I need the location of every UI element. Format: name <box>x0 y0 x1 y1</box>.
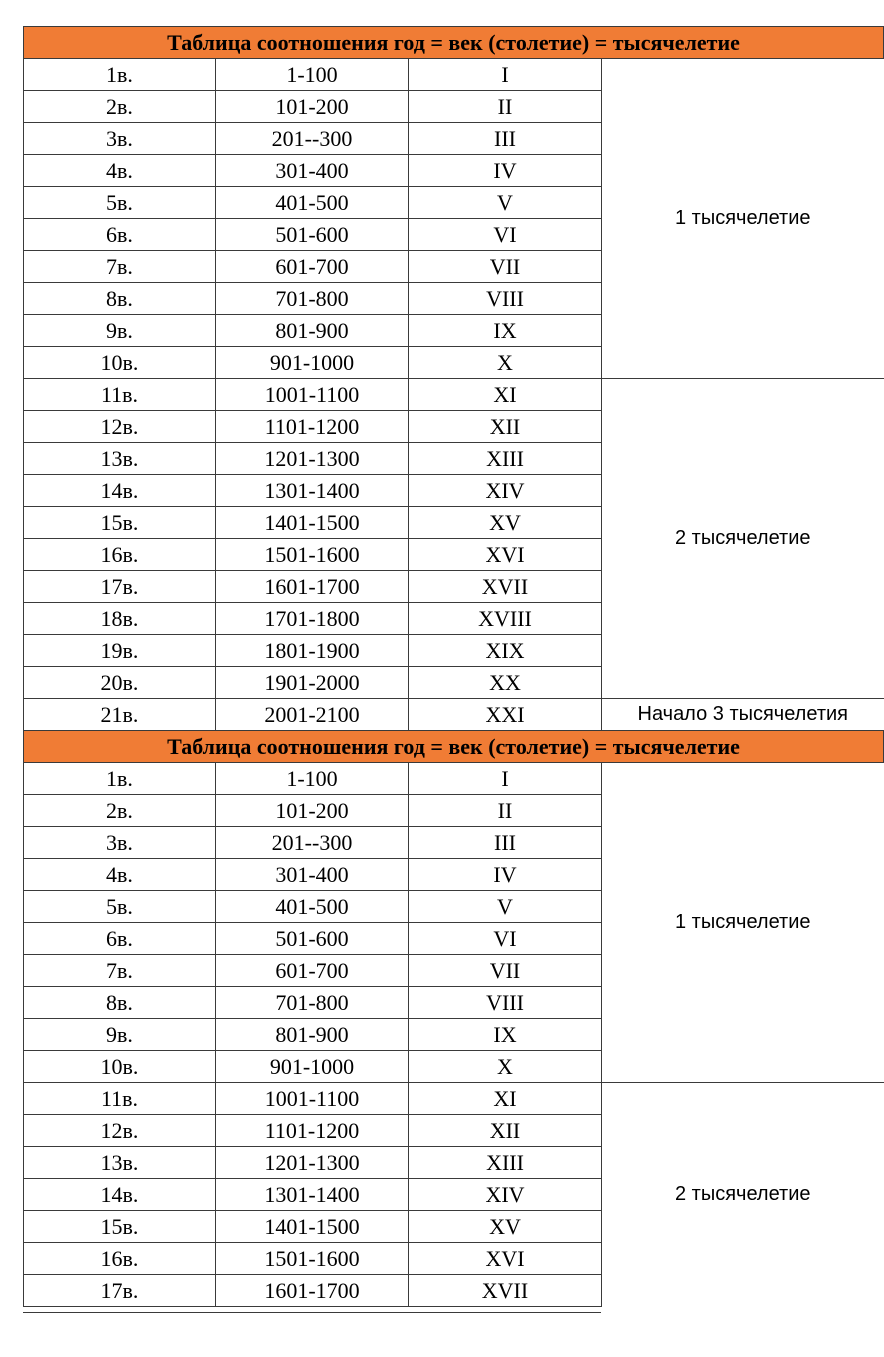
roman-numeral-cell: XIV <box>409 1179 602 1211</box>
century-cell: 12в. <box>24 411 216 443</box>
century-cell: 18в. <box>24 603 216 635</box>
roman-numeral-cell: IV <box>409 859 602 891</box>
years-cell: 601-700 <box>216 955 409 987</box>
years-cell: 301-400 <box>216 859 409 891</box>
century-cell: 4в. <box>24 859 216 891</box>
roman-numeral-cell: VIII <box>409 987 602 1019</box>
roman-numeral-cell: XVII <box>409 571 602 603</box>
roman-numeral-cell: III <box>409 123 602 155</box>
century-cell: 9в. <box>24 315 216 347</box>
table-row <box>24 379 884 411</box>
century-cell: 10в. <box>24 347 216 379</box>
years-cell: 1701-1800 <box>216 603 409 635</box>
roman-numeral-cell: VI <box>409 219 602 251</box>
years-cell: 1301-1400 <box>216 1179 409 1211</box>
roman-numeral-cell: V <box>409 891 602 923</box>
roman-numeral-cell: XIII <box>409 1147 602 1179</box>
roman-numeral-cell: VII <box>409 251 602 283</box>
roman-numeral-cell: XIX <box>409 635 602 667</box>
millennium-cell: 1 тысячелетие <box>602 763 884 1083</box>
century-cell: 17в. <box>24 571 216 603</box>
century-cell: 20в. <box>24 667 216 699</box>
century-cell: 11в. <box>24 1083 216 1115</box>
century-cell: 6в. <box>24 923 216 955</box>
years-cell: 401-500 <box>216 891 409 923</box>
roman-numeral-cell: I <box>409 763 602 795</box>
century-cell: 1в. <box>24 763 216 795</box>
roman-numeral-cell: XVIII <box>409 603 602 635</box>
years-cell: 801-900 <box>216 315 409 347</box>
roman-numeral-cell: V <box>409 187 602 219</box>
years-cell: 1101-1200 <box>216 411 409 443</box>
years-cell: 1-100 <box>216 763 409 795</box>
table-wrapper <box>23 26 848 1307</box>
century-cell: 5в. <box>24 891 216 923</box>
years-cell: 1001-1100 <box>216 379 409 411</box>
years-cell: 1501-1600 <box>216 539 409 571</box>
roman-numeral-cell: XXI <box>409 699 602 731</box>
table-row <box>24 59 884 91</box>
years-cell: 801-900 <box>216 1019 409 1051</box>
years-cell: 101-200 <box>216 795 409 827</box>
roman-numeral-cell: XVI <box>409 539 602 571</box>
table-title: Таблица соотношения год = век (столетие) = тысячелетие <box>24 27 884 59</box>
century-cell: 1в. <box>24 59 216 91</box>
years-cell: 1901-2000 <box>216 667 409 699</box>
roman-numeral-cell: VII <box>409 955 602 987</box>
years-cell: 1501-1600 <box>216 1243 409 1275</box>
century-cell: 8в. <box>24 987 216 1019</box>
roman-numeral-cell: II <box>409 795 602 827</box>
years-cell: 1801-1900 <box>216 635 409 667</box>
century-cell: 9в. <box>24 1019 216 1051</box>
table-row <box>24 1083 884 1115</box>
century-cell: 19в. <box>24 635 216 667</box>
roman-numeral-cell: XV <box>409 507 602 539</box>
roman-numeral-cell: II <box>409 91 602 123</box>
century-cell: 15в. <box>24 507 216 539</box>
century-cell: 2в. <box>24 795 216 827</box>
years-cell: 701-800 <box>216 283 409 315</box>
century-cell: 13в. <box>24 443 216 475</box>
century-cell: 7в. <box>24 955 216 987</box>
years-cell: 1101-1200 <box>216 1115 409 1147</box>
table-bottom-border <box>23 1312 601 1313</box>
millennium-cell: 2 тысячелетие <box>602 1083 884 1307</box>
years-cell: 401-500 <box>216 187 409 219</box>
century-cell: 14в. <box>24 475 216 507</box>
roman-numeral-cell: III <box>409 827 602 859</box>
century-cell: 16в. <box>24 539 216 571</box>
years-cell: 1401-1500 <box>216 1211 409 1243</box>
millennium-cell: Начало 3 тысячелетия <box>602 699 884 731</box>
century-cell: 11в. <box>24 379 216 411</box>
century-cell: 2в. <box>24 91 216 123</box>
roman-numeral-cell: VIII <box>409 283 602 315</box>
years-cell: 301-400 <box>216 155 409 187</box>
years-cell: 2001-2100 <box>216 699 409 731</box>
roman-numeral-cell: I <box>409 59 602 91</box>
years-cell: 1-100 <box>216 59 409 91</box>
table-header-row <box>24 27 884 59</box>
century-cell: 3в. <box>24 123 216 155</box>
century-cell: 10в. <box>24 1051 216 1083</box>
years-cell: 1601-1700 <box>216 1275 409 1307</box>
roman-numeral-cell: X <box>409 347 602 379</box>
roman-numeral-cell: XII <box>409 1115 602 1147</box>
years-cell: 1301-1400 <box>216 475 409 507</box>
roman-numeral-cell: X <box>409 1051 602 1083</box>
years-cell: 901-1000 <box>216 1051 409 1083</box>
years-cell: 701-800 <box>216 987 409 1019</box>
century-cell: 7в. <box>24 251 216 283</box>
years-cell: 101-200 <box>216 91 409 123</box>
century-millennium-table <box>23 26 884 1307</box>
roman-numeral-cell: XI <box>409 379 602 411</box>
years-cell: 501-600 <box>216 923 409 955</box>
table-row <box>24 763 884 795</box>
millennium-cell: 1 тысячелетие <box>602 59 884 379</box>
century-cell: 3в. <box>24 827 216 859</box>
roman-numeral-cell: VI <box>409 923 602 955</box>
century-cell: 13в. <box>24 1147 216 1179</box>
years-cell: 1001-1100 <box>216 1083 409 1115</box>
years-cell: 1601-1700 <box>216 571 409 603</box>
table-title: Таблица соотношения год = век (столетие) = тысячелетие <box>24 731 884 763</box>
millennium-cell: 2 тысячелетие <box>602 379 884 699</box>
table-row <box>24 699 884 731</box>
years-cell: 201--300 <box>216 827 409 859</box>
century-cell: 8в. <box>24 283 216 315</box>
century-cell: 12в. <box>24 1115 216 1147</box>
roman-numeral-cell: XIV <box>409 475 602 507</box>
years-cell: 201--300 <box>216 123 409 155</box>
years-cell: 901-1000 <box>216 347 409 379</box>
roman-numeral-cell: XII <box>409 411 602 443</box>
years-cell: 601-700 <box>216 251 409 283</box>
years-cell: 1201-1300 <box>216 1147 409 1179</box>
years-cell: 1201-1300 <box>216 443 409 475</box>
roman-numeral-cell: IV <box>409 155 602 187</box>
roman-numeral-cell: IX <box>409 315 602 347</box>
century-cell: 4в. <box>24 155 216 187</box>
roman-numeral-cell: XVII <box>409 1275 602 1307</box>
roman-numeral-cell: XI <box>409 1083 602 1115</box>
roman-numeral-cell: XV <box>409 1211 602 1243</box>
century-cell: 15в. <box>24 1211 216 1243</box>
century-cell: 17в. <box>24 1275 216 1307</box>
century-cell: 6в. <box>24 219 216 251</box>
roman-numeral-cell: XX <box>409 667 602 699</box>
table-header-row <box>24 731 884 763</box>
century-cell: 21в. <box>24 699 216 731</box>
century-cell: 14в. <box>24 1179 216 1211</box>
years-cell: 501-600 <box>216 219 409 251</box>
roman-numeral-cell: XIII <box>409 443 602 475</box>
years-cell: 1401-1500 <box>216 507 409 539</box>
roman-numeral-cell: XVI <box>409 1243 602 1275</box>
roman-numeral-cell: IX <box>409 1019 602 1051</box>
century-cell: 5в. <box>24 187 216 219</box>
century-cell: 16в. <box>24 1243 216 1275</box>
